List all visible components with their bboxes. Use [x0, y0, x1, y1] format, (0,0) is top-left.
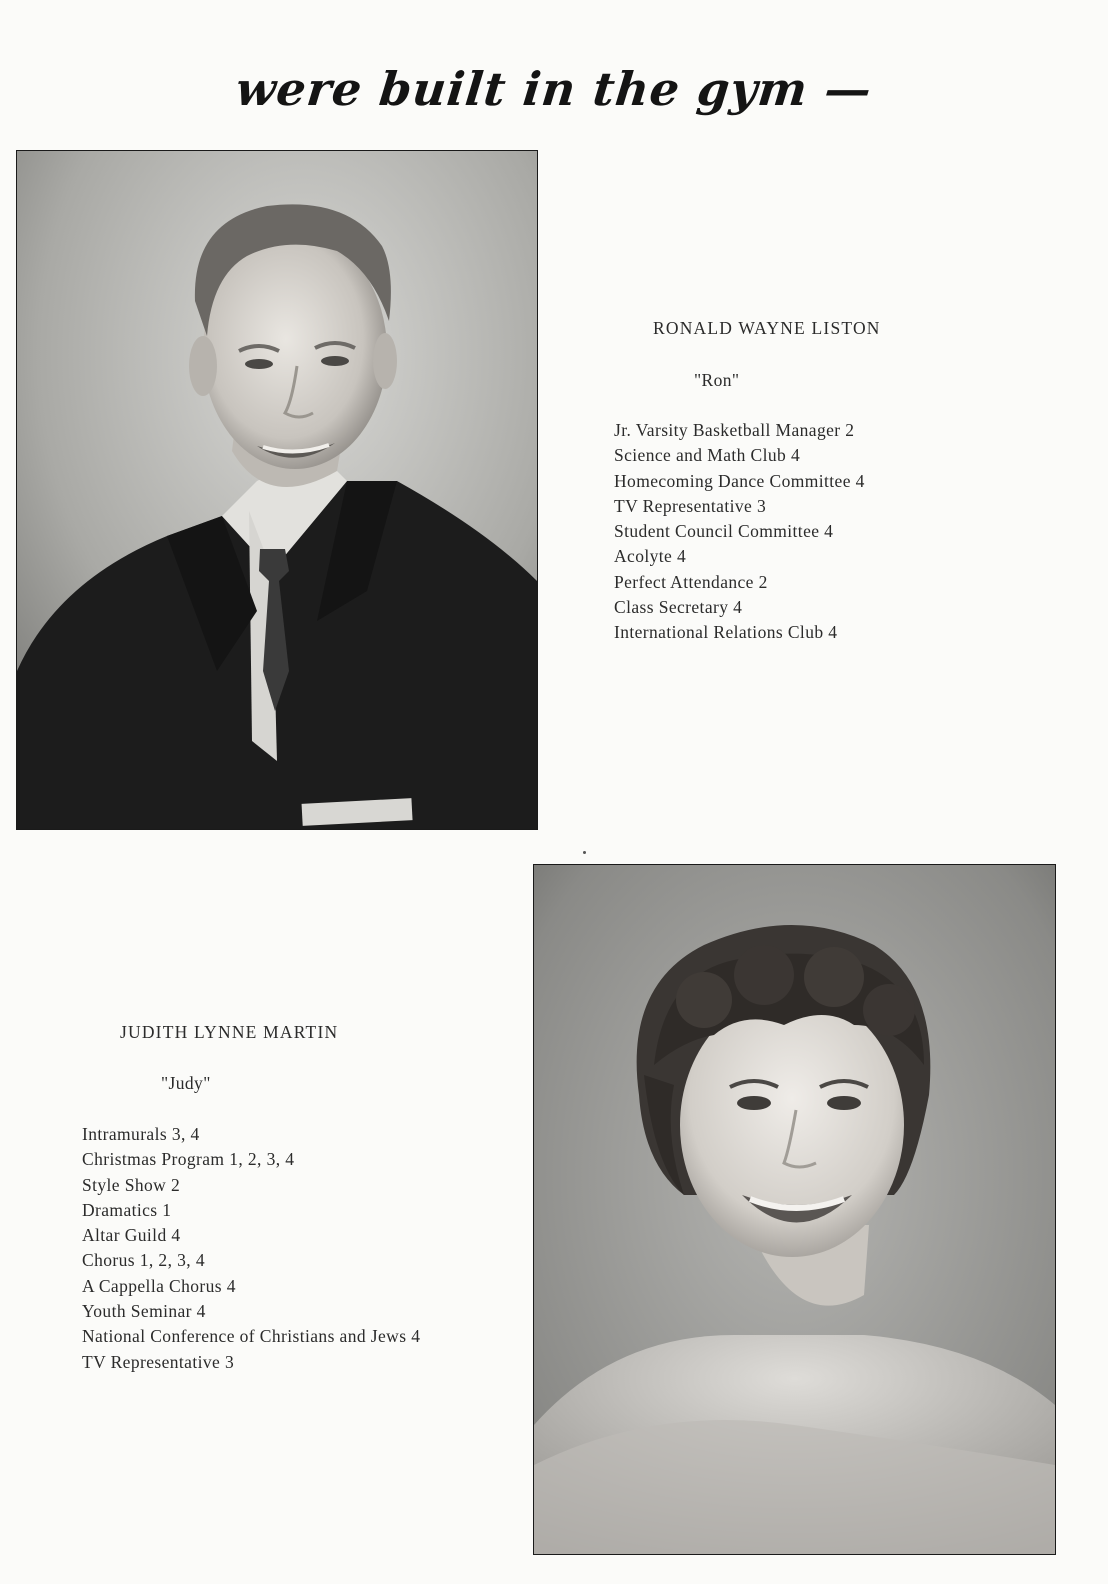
activity-item: Intramurals 3, 4	[82, 1124, 200, 1144]
activity-item: Style Show 2	[82, 1174, 181, 1195]
activities-list	[614, 418, 865, 646]
student-name: JUDITH LYNNE MARTIN	[120, 1022, 339, 1042]
activity-item: Homecoming Dance Committee 4	[614, 470, 865, 491]
activity-item: Youth Seminar 4	[82, 1301, 206, 1322]
portrait-photo-ron	[16, 150, 538, 830]
student-nickname: "Ron"	[694, 370, 740, 390]
student-nickname: "Judy"	[161, 1073, 211, 1093]
activity-item: Altar Guild 4	[82, 1225, 181, 1246]
activity-item: TV Representative 3	[82, 1351, 235, 1372]
portrait-photo-judy	[533, 864, 1056, 1555]
activity-item: Science and Math Club 4	[614, 445, 801, 466]
activity-item: Dramatics 1	[82, 1199, 172, 1220]
activity-item: International Relations Club 4	[614, 622, 838, 643]
activity-item: Christmas Program 1, 2, 3, 4	[82, 1149, 295, 1170]
print-speck	[583, 851, 586, 854]
activities-list	[82, 1122, 420, 1375]
activity-item: Perfect Attendance 2	[614, 571, 768, 592]
page-heading: were built in the gym —	[233, 62, 875, 116]
activity-item: National Conference of Christians and Jews 4	[82, 1326, 421, 1347]
activity-item: TV Representative 3	[614, 495, 767, 516]
student-name: RONALD WAYNE LISTON	[653, 318, 881, 338]
activity-item: Chorus 1, 2, 3, 4	[82, 1250, 205, 1271]
activity-item: Student Council Committee 4	[614, 521, 834, 542]
activity-item: Class Secretary 4	[614, 597, 743, 618]
activity-item: Jr. Varsity Basketball Manager 2	[614, 420, 855, 440]
activity-item: Acolyte 4	[614, 546, 687, 567]
activity-item: A Cappella Chorus 4	[82, 1275, 236, 1296]
